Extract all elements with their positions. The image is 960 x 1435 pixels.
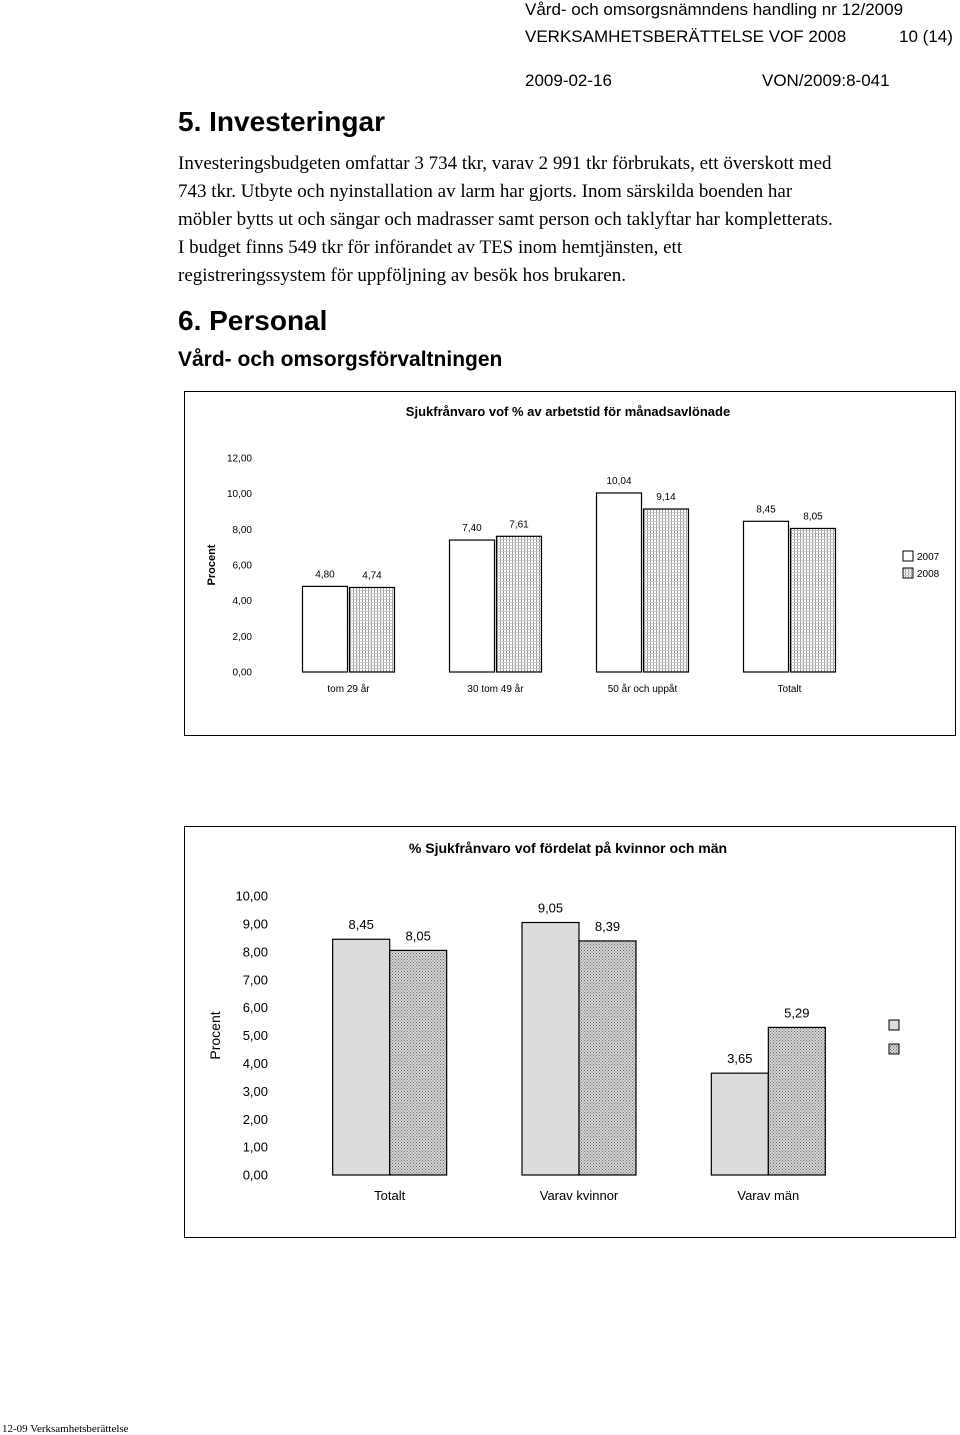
y-tick-label: 0,00 [242,1167,268,1183]
data-label: 3,65 [727,1051,753,1067]
data-label: 4,74 [362,570,382,582]
y-tick-label: 10,00 [235,888,268,904]
data-label: 8,39 [594,918,621,934]
data-label: 4,80 [315,569,335,581]
x-category-label: Varav kvinnor [539,1188,619,1203]
y-tick-label: 5,00 [242,1028,268,1044]
x-category-label: Varav män [737,1188,800,1203]
body-line: 743 tkr. Utbyte och nyinstallation av larm har gjorts. Inom särskilda boenden har [178,181,793,202]
data-label: 7,40 [462,523,482,535]
body-line: möbler bytts ut och sängar och madrasser samt person och taklyftar har kompletterats. [178,209,833,230]
data-label: 9,05 [537,900,564,916]
chart-sick-leave-by-age-svg [185,392,955,735]
body-line: Investeringsbudgeten omfattar 3 734 tkr, varav 2 991 tkr förbrukats, ett överskott med [178,153,832,174]
section-6-heading: 6. Personal [178,305,328,336]
chart-sick-leave-by-age [184,391,956,736]
footer-text: 12-09 Verksamhetsberättelse [2,1423,129,1435]
y-tick-label: 8,00 [242,944,268,960]
y-axis-label: Procent [207,1011,223,1060]
bar [597,493,642,672]
legend-swatch [903,551,913,561]
data-label: 5,29 [784,1005,810,1021]
x-category-label: Totalt [374,1188,406,1203]
x-category-label: 50 år och uppåt [607,684,678,695]
x-category-label: tom 29 år [327,684,370,695]
bar [768,1027,825,1175]
y-tick-label: 4,00 [242,1055,268,1071]
y-tick-label: 0,00 [232,667,252,679]
header-title: VERKSAMHETSBERÄTTELSE VOF 2008 [525,27,847,46]
y-axis-label: Procent [206,544,218,586]
legend-label: 2008 [917,569,940,580]
section-5-body [178,150,833,290]
y-tick-label: 7,00 [242,972,268,988]
section-6-subheading: Vård- och omsorgsförvaltningen [178,348,503,371]
x-category-label: Totalt [777,684,802,695]
bar [390,950,447,1175]
chart-sick-leave-by-gender [184,826,956,1238]
y-tick-label: 10,00 [226,489,252,501]
header-reference: VON/2009:8-041 [762,71,890,90]
data-label: 8,05 [405,928,431,944]
bar [303,586,348,672]
data-label: 7,61 [509,519,529,531]
y-tick-label: 2,00 [232,631,252,643]
header-page-number: 10 (14) [899,27,953,46]
y-tick-label: 9,00 [242,916,268,932]
body-line: registreringssystem för uppföljning av besök hos brukaren. [178,265,626,286]
y-tick-label: 6,00 [232,560,252,572]
body-line: I budget finns 549 tkr för införandet av TES inom hemtjänsten, ett [178,237,683,258]
y-tick-label: 3,00 [242,1083,268,1099]
bar [350,587,395,672]
bar [522,923,579,1175]
bar [497,536,542,672]
chart-title: % Sjukfrånvaro vof fördelat på kvinnor och män [408,840,728,856]
y-tick-label: 12,00 [226,453,252,465]
header-handling: Vård- och omsorgsnämndens handling nr 12/2009 [525,0,904,19]
header-date: 2009-02-16 [525,71,612,90]
bar [450,540,495,672]
legend-swatch [889,1020,899,1030]
chart-title: Sjukfrånvaro vof % av arbetstid för månadsavlönade [405,404,731,419]
data-label: 8,45 [348,917,374,933]
y-tick-label: 6,00 [242,1000,268,1016]
bar [579,941,636,1175]
data-label: 9,14 [656,492,676,504]
y-tick-label: 1,00 [242,1139,268,1155]
bar [744,521,789,672]
legend-swatch [889,1044,899,1054]
data-label: 8,45 [756,504,776,516]
section-5-heading: 5. Investeringar [178,106,385,137]
bar [791,528,836,672]
y-tick-label: 4,00 [232,596,252,608]
chart-sick-leave-by-gender-svg [185,827,955,1237]
bar [644,509,689,672]
bar [333,939,390,1175]
legend-swatch [903,568,913,578]
data-label: 10,04 [606,475,632,487]
data-label: 8,05 [803,511,823,523]
legend-label: 2007 [917,552,940,563]
y-tick-label: 8,00 [232,524,252,536]
y-tick-label: 2,00 [242,1111,268,1127]
x-category-label: 30 tom 49 år [467,684,524,695]
bar [711,1073,768,1175]
